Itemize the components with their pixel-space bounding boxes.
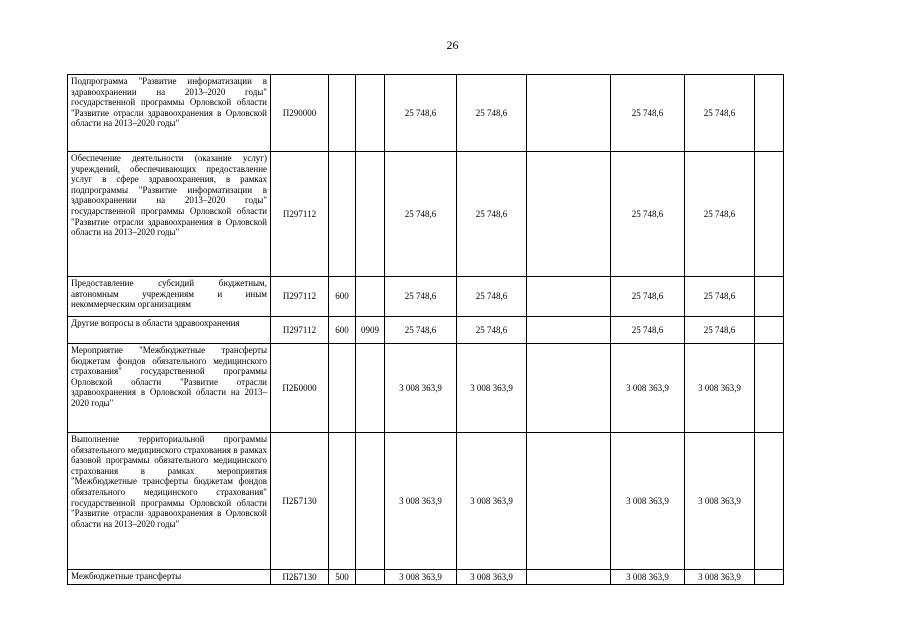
row-name: Обеспечение деятельности (оказание услуг) учреждений, обеспечивающих предоставление услуг в сфере здравоохранения, в рамках подпрограммы "Развитие информатизации в здравоохранении на 2013–2020 годы" государственной программы Орловской области "Развитие отрасли здравоохранения в Орловской области на 2013–2020 годы": [68, 152, 271, 277]
expense-type: [329, 75, 356, 152]
section-code: [356, 277, 385, 317]
value-1: 25 748,6: [385, 152, 457, 277]
budget-table: [67, 74, 784, 585]
value-4: 25 748,6: [611, 75, 685, 152]
page-number: 26: [446, 38, 459, 52]
row-name: Подпрограмма "Развитие информатизации в здравоохранении на 2013–2020 годы" государственной программы Орловской области "Развитие отрасли здравоохранения в Орловской области на 2013–2020 годы": [68, 75, 271, 152]
table-row: [68, 75, 784, 152]
table-row: [68, 344, 784, 433]
value-4: 3 008 363,9: [611, 344, 685, 433]
section-code: [356, 570, 385, 585]
value-4: 3 008 363,9: [611, 433, 685, 570]
expense-type: 500: [329, 570, 356, 585]
expense-type: 600: [329, 317, 356, 344]
target-code: П297112: [271, 152, 329, 277]
value-5: 25 748,6: [685, 152, 755, 277]
value-6: [755, 433, 784, 570]
value-2: 3 008 363,9: [457, 570, 527, 585]
value-3: [527, 570, 611, 585]
value-4: 25 748,6: [611, 277, 685, 317]
value-6: [755, 152, 784, 277]
target-code: П297112: [271, 317, 329, 344]
value-3: [527, 344, 611, 433]
value-4: 3 008 363,9: [611, 570, 685, 585]
row-name: Выполнение территориальной программы обязательного медицинского страхования в рамках базовой программы обязательного медицинского страхования в рамках мероприятия "Межбюджетные трансферты бюджетам фондов обязательного медицинского страхования" государственной программы Орловской области "Развитие отрасли здравоохранения в Орловской области на 2013–2020 годы": [68, 433, 271, 570]
value-5: 3 008 363,9: [685, 344, 755, 433]
value-5: 25 748,6: [685, 317, 755, 344]
expense-type: [329, 433, 356, 570]
target-code: П297112: [271, 277, 329, 317]
value-6: [755, 317, 784, 344]
row-name: Предоставление субсидий бюджетным, автономным учреждениям и иным некоммерческим организациям: [68, 277, 271, 317]
expense-type: 600: [329, 277, 356, 317]
row-name: Другие вопросы в области здравоохранения: [68, 317, 271, 344]
table-row: [68, 152, 784, 277]
value-3: [527, 277, 611, 317]
target-code: П2Б7130: [271, 433, 329, 570]
target-code: П290000: [271, 75, 329, 152]
value-1: 3 008 363,9: [385, 433, 457, 570]
value-6: [755, 344, 784, 433]
value-4: 25 748,6: [611, 317, 685, 344]
row-name: Межбюджетные трансферты: [68, 570, 271, 585]
value-1: 3 008 363,9: [385, 570, 457, 585]
value-2: 25 748,6: [457, 75, 527, 152]
target-code: П2Б7130: [271, 570, 329, 585]
value-5: 25 748,6: [685, 277, 755, 317]
row-name: Мероприятие "Межбюджетные трансферты бюджетам фондов обязательного медицинского страхования" государственной программы Орловской области "Развитие отрасли здравоохранения в Орловской области на 2013–2020 годы": [68, 344, 271, 433]
table-row: [68, 277, 784, 317]
value-6: [755, 277, 784, 317]
table-row: [68, 317, 784, 344]
value-6: [755, 570, 784, 585]
value-5: 3 008 363,9: [685, 433, 755, 570]
section-code: [356, 75, 385, 152]
value-2: 3 008 363,9: [457, 433, 527, 570]
value-3: [527, 433, 611, 570]
section-code: [356, 433, 385, 570]
value-2: 25 748,6: [457, 152, 527, 277]
value-1: 25 748,6: [385, 75, 457, 152]
expense-type: [329, 344, 356, 433]
value-3: [527, 317, 611, 344]
value-6: [755, 75, 784, 152]
expense-type: [329, 152, 356, 277]
table-row: [68, 570, 784, 585]
section-code: [356, 152, 385, 277]
value-3: [527, 152, 611, 277]
target-code: П2Б0000: [271, 344, 329, 433]
section-code: 0909: [356, 317, 385, 344]
value-5: 3 008 363,9: [685, 570, 755, 585]
value-4: 25 748,6: [611, 152, 685, 277]
value-1: 3 008 363,9: [385, 344, 457, 433]
value-1: 25 748,6: [385, 317, 457, 344]
value-3: [527, 75, 611, 152]
value-5: 25 748,6: [685, 75, 755, 152]
value-2: 25 748,6: [457, 277, 527, 317]
section-code: [356, 344, 385, 433]
value-2: 3 008 363,9: [457, 344, 527, 433]
table-row: [68, 433, 784, 570]
value-1: 25 748,6: [385, 277, 457, 317]
value-2: 25 748,6: [457, 317, 527, 344]
